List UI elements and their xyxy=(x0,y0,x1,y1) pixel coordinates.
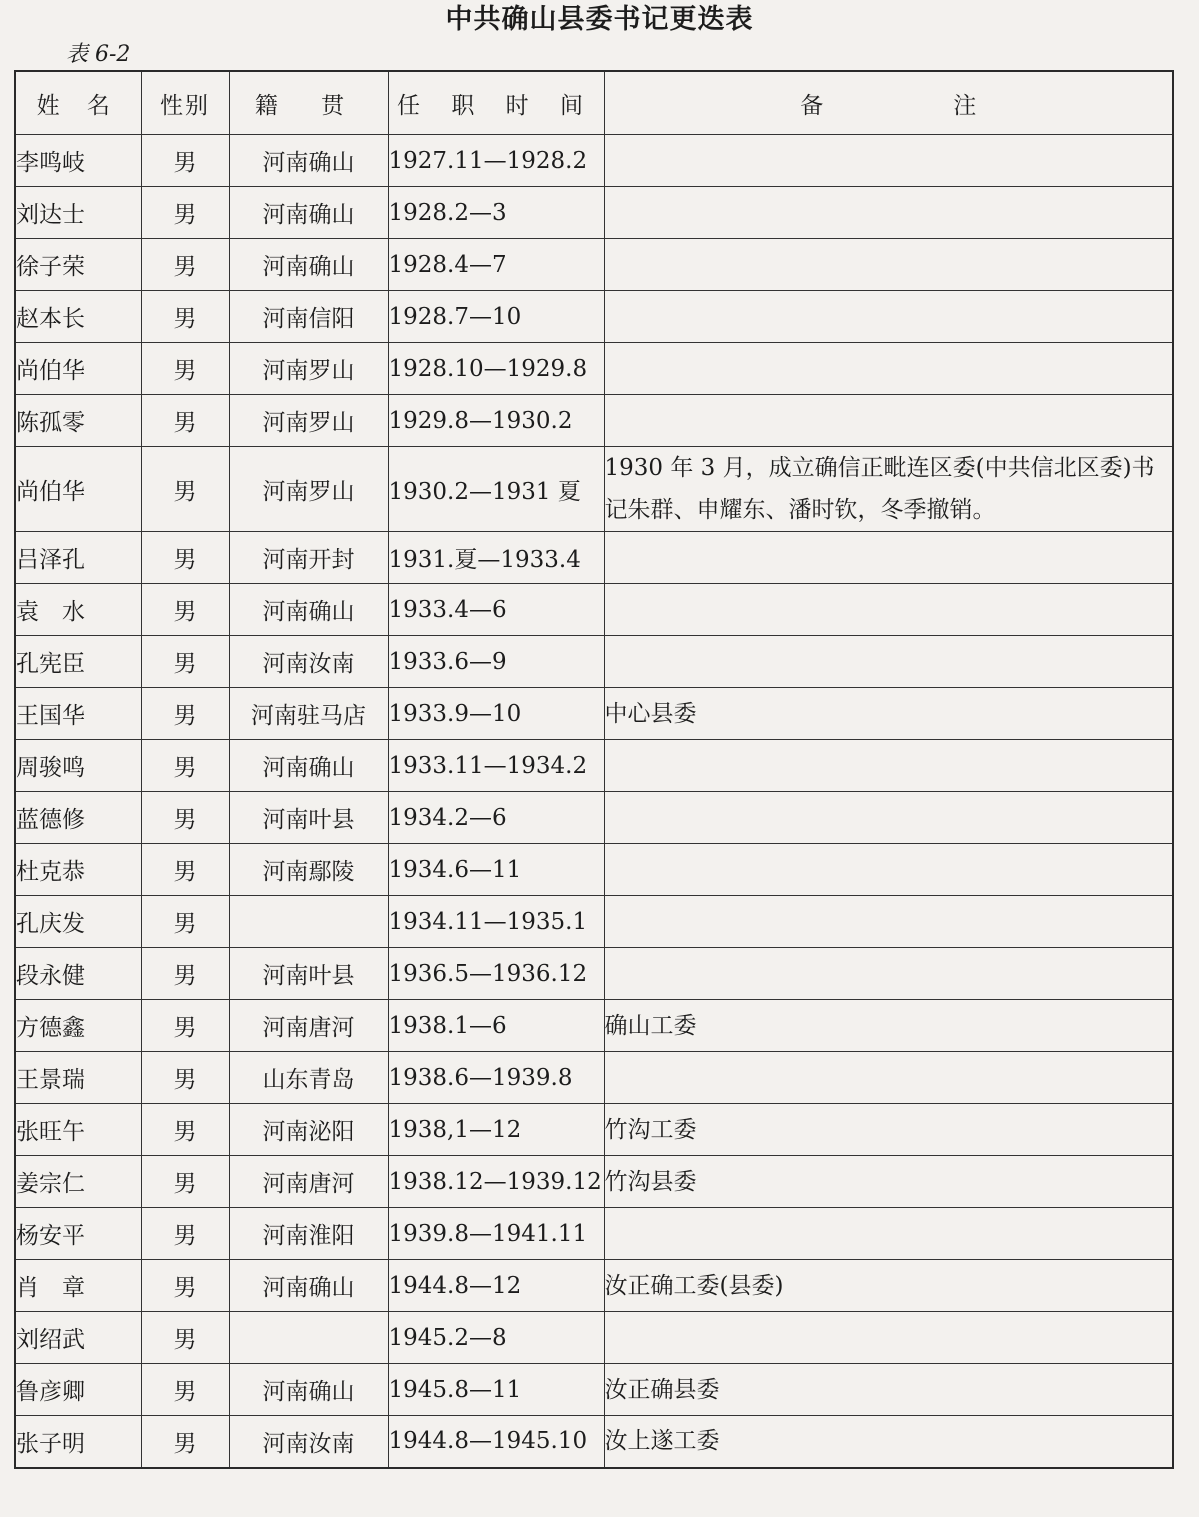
table-row xyxy=(15,1260,1173,1312)
name-cell: 杜克恭 xyxy=(15,844,141,896)
table-row xyxy=(15,532,1173,584)
table-row xyxy=(15,1416,1173,1468)
term-cell: 1938.6—1939.8 xyxy=(388,1052,604,1104)
origin-cell: 河南唐河 xyxy=(229,1156,388,1208)
table-row xyxy=(15,239,1173,291)
term-cell: 1933.4—6 xyxy=(388,584,604,636)
name-cell: 张旺午 xyxy=(15,1104,141,1156)
name-cell: 蓝德修 xyxy=(15,792,141,844)
term-cell: 1928.10—1929.8 xyxy=(388,343,604,395)
term-cell: 1933.9—10 xyxy=(388,688,604,740)
name-cell: 肖 章 xyxy=(15,1260,141,1312)
sex-cell: 男 xyxy=(141,584,229,636)
origin-cell: 河南鄢陵 xyxy=(229,844,388,896)
term-cell: 1938.12—1939.12 xyxy=(388,1156,604,1208)
page-title: 中共确山县委书记更迭表 xyxy=(445,4,754,35)
name-cell: 周骏鸣 xyxy=(15,740,141,792)
term-cell: 1939.8—1941.11 xyxy=(388,1208,604,1260)
origin-cell: 河南泌阳 xyxy=(229,1104,388,1156)
table-row xyxy=(15,135,1173,187)
term-cell: 1931.夏—1933.4 xyxy=(388,532,604,584)
table-row xyxy=(15,584,1173,636)
note-cell xyxy=(604,792,1173,844)
table-row xyxy=(15,1364,1173,1416)
note-cell xyxy=(604,1312,1173,1364)
note-cell xyxy=(604,584,1173,636)
sex-cell: 男 xyxy=(141,1312,229,1364)
sex-cell: 男 xyxy=(141,532,229,584)
sex-cell: 男 xyxy=(141,948,229,1000)
note-cell xyxy=(604,1052,1173,1104)
sex-cell: 男 xyxy=(141,1156,229,1208)
term-cell: 1945.8—11 xyxy=(388,1364,604,1416)
name-cell: 段永健 xyxy=(15,948,141,1000)
term-cell: 1944.8—1945.10 xyxy=(388,1416,604,1468)
sex-cell: 男 xyxy=(141,1364,229,1416)
name-cell: 鲁彦卿 xyxy=(15,1364,141,1416)
note-cell xyxy=(604,343,1173,395)
table-row xyxy=(15,636,1173,688)
sex-cell: 男 xyxy=(141,636,229,688)
header-name: 姓 名 xyxy=(15,71,141,135)
origin-cell: 河南确山 xyxy=(229,239,388,291)
sex-cell: 男 xyxy=(141,844,229,896)
origin-cell: 河南信阳 xyxy=(229,291,388,343)
sex-cell: 男 xyxy=(141,1260,229,1312)
name-cell: 尚伯华 xyxy=(15,447,141,532)
table-row xyxy=(15,1208,1173,1260)
note-cell xyxy=(604,740,1173,792)
table-row xyxy=(15,688,1173,740)
table-body xyxy=(15,135,1173,1468)
origin-cell: 河南叶县 xyxy=(229,948,388,1000)
name-cell: 陈孤零 xyxy=(15,395,141,447)
term-cell: 1933.11—1934.2 xyxy=(388,740,604,792)
header-origin: 籍 贯 xyxy=(229,71,388,135)
origin-cell: 河南罗山 xyxy=(229,447,388,532)
sex-cell: 男 xyxy=(141,896,229,948)
table-row xyxy=(15,343,1173,395)
table-row xyxy=(15,948,1173,1000)
table-header-row xyxy=(15,71,1173,135)
origin-cell: 河南汝南 xyxy=(229,636,388,688)
sex-cell: 男 xyxy=(141,1104,229,1156)
sex-cell: 男 xyxy=(141,1416,229,1468)
table-row xyxy=(15,447,1173,532)
note-cell xyxy=(604,948,1173,1000)
table-row xyxy=(15,1104,1173,1156)
note-cell xyxy=(604,844,1173,896)
term-cell: 1944.8—12 xyxy=(388,1260,604,1312)
name-cell: 王国华 xyxy=(15,688,141,740)
note-cell xyxy=(604,187,1173,239)
sex-cell: 男 xyxy=(141,395,229,447)
secretary-table-container xyxy=(14,70,1172,1469)
name-cell: 孔宪臣 xyxy=(15,636,141,688)
sex-cell: 男 xyxy=(141,291,229,343)
header-remark xyxy=(604,71,1173,135)
term-cell: 1936.5—1936.12 xyxy=(388,948,604,1000)
name-cell: 姜宗仁 xyxy=(15,1156,141,1208)
note-cell xyxy=(604,636,1173,688)
name-cell: 杨安平 xyxy=(15,1208,141,1260)
name-cell: 王景瑞 xyxy=(15,1052,141,1104)
origin-cell: 河南叶县 xyxy=(229,792,388,844)
secretary-table xyxy=(14,70,1174,1469)
table-row xyxy=(15,187,1173,239)
origin-cell: 河南确山 xyxy=(229,584,388,636)
table-row xyxy=(15,291,1173,343)
term-cell: 1928.2—3 xyxy=(388,187,604,239)
origin-cell: 河南确山 xyxy=(229,187,388,239)
name-cell: 张子明 xyxy=(15,1416,141,1468)
term-cell: 1938,1—12 xyxy=(388,1104,604,1156)
table-row xyxy=(15,1052,1173,1104)
origin-cell: 河南开封 xyxy=(229,532,388,584)
origin-cell: 河南确山 xyxy=(229,1260,388,1312)
origin-cell: 河南确山 xyxy=(229,135,388,187)
note-cell xyxy=(604,1208,1173,1260)
origin-cell: 河南汝南 xyxy=(229,1416,388,1468)
note-cell xyxy=(604,395,1173,447)
origin-cell: 山东青岛 xyxy=(229,1052,388,1104)
origin-cell xyxy=(229,896,388,948)
sex-cell: 男 xyxy=(141,239,229,291)
term-cell: 1934.6—11 xyxy=(388,844,604,896)
sex-cell: 男 xyxy=(141,740,229,792)
term-cell: 1927.11—1928.2 xyxy=(388,135,604,187)
name-cell: 赵本长 xyxy=(15,291,141,343)
name-cell: 孔庆发 xyxy=(15,896,141,948)
table-row xyxy=(15,1312,1173,1364)
table-row xyxy=(15,395,1173,447)
term-cell: 1945.2—8 xyxy=(388,1312,604,1364)
table-row xyxy=(15,1156,1173,1208)
note-cell: 竹沟县委 xyxy=(604,1156,1173,1208)
note-cell xyxy=(604,896,1173,948)
note-cell xyxy=(604,239,1173,291)
name-cell: 刘绍武 xyxy=(15,1312,141,1364)
origin-cell: 河南确山 xyxy=(229,1364,388,1416)
term-cell: 1933.6—9 xyxy=(388,636,604,688)
note-cell: 1930 年 3 月，成立确信正毗连区委(中共信北区委)书记朱群、申耀东、潘时钦，冬季撤销。 xyxy=(604,447,1173,532)
note-cell: 中心县委 xyxy=(604,688,1173,740)
term-cell: 1928.7—10 xyxy=(388,291,604,343)
origin-cell: 河南确山 xyxy=(229,740,388,792)
note-cell xyxy=(604,135,1173,187)
origin-cell: 河南罗山 xyxy=(229,343,388,395)
term-cell: 1930.2—1931 夏 xyxy=(388,447,604,532)
table-row xyxy=(15,844,1173,896)
table-row xyxy=(15,896,1173,948)
table-row xyxy=(15,1000,1173,1052)
header-remark-left: 备 xyxy=(800,92,824,119)
note-cell xyxy=(604,532,1173,584)
term-cell: 1929.8—1930.2 xyxy=(388,395,604,447)
sex-cell: 男 xyxy=(141,187,229,239)
sex-cell: 男 xyxy=(141,343,229,395)
name-cell: 李鸣岐 xyxy=(15,135,141,187)
term-cell: 1938.1—6 xyxy=(388,1000,604,1052)
origin-cell: 河南驻马店 xyxy=(229,688,388,740)
table-number: 表 6-2 xyxy=(66,42,131,67)
origin-cell: 河南唐河 xyxy=(229,1000,388,1052)
sex-cell: 男 xyxy=(141,792,229,844)
origin-cell: 河南罗山 xyxy=(229,395,388,447)
name-cell: 刘达士 xyxy=(15,187,141,239)
term-cell: 1934.11—1935.1 xyxy=(388,896,604,948)
table-row xyxy=(15,740,1173,792)
term-cell: 1934.2—6 xyxy=(388,792,604,844)
name-cell: 袁 水 xyxy=(15,584,141,636)
note-cell: 汝正确县委 xyxy=(604,1364,1173,1416)
name-cell: 尚伯华 xyxy=(15,343,141,395)
name-cell: 吕泽孔 xyxy=(15,532,141,584)
name-cell: 徐子荣 xyxy=(15,239,141,291)
sex-cell: 男 xyxy=(141,447,229,532)
sex-cell: 男 xyxy=(141,1000,229,1052)
note-cell: 竹沟工委 xyxy=(604,1104,1173,1156)
sex-cell: 男 xyxy=(141,135,229,187)
note-cell: 汝正确工委(县委) xyxy=(604,1260,1173,1312)
header-remark-right: 注 xyxy=(953,92,977,119)
note-cell xyxy=(604,291,1173,343)
sex-cell: 男 xyxy=(141,688,229,740)
header-term: 任 职 时 间 xyxy=(388,71,604,135)
header-sex: 性别 xyxy=(141,71,229,135)
sex-cell: 男 xyxy=(141,1208,229,1260)
origin-cell: 河南淮阳 xyxy=(229,1208,388,1260)
sex-cell: 男 xyxy=(141,1052,229,1104)
origin-cell xyxy=(229,1312,388,1364)
term-cell: 1928.4—7 xyxy=(388,239,604,291)
table-row xyxy=(15,792,1173,844)
note-cell: 汝上遂工委 xyxy=(604,1416,1173,1468)
note-cell: 确山工委 xyxy=(604,1000,1173,1052)
name-cell: 方德鑫 xyxy=(15,1000,141,1052)
